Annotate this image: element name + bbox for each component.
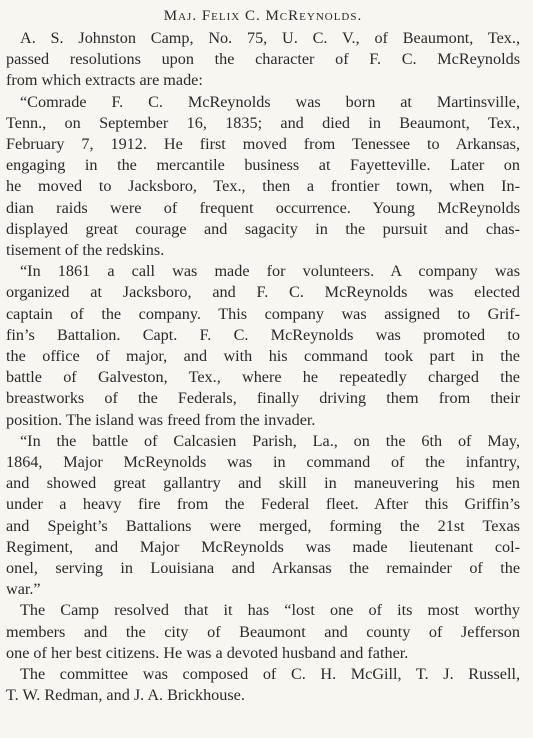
text-line: members and the city of Beaumont and county of Jefferson: [6, 622, 520, 641]
article-title: Maj. Felix C. McReynolds.: [163, 8, 363, 24]
text-line: passed resolutions upon the character of F. C. McReynolds: [6, 50, 520, 69]
document-page: [6, 6, 520, 707]
text-line: dian raids were of frequent occurrence. Young McReynolds: [6, 198, 520, 217]
text-line: displayed great courage and sagacity in the pursuit and chas-: [6, 219, 520, 238]
text-line: breastworks of the Federals, finally driving them from their: [6, 389, 520, 408]
text-line: under a heavy fire from the Federal fleet. After this Griffin’s: [6, 495, 520, 514]
text-line: one of her best citizens. He was a devoted husband and father.: [6, 643, 409, 662]
text-line: organized at Jacksboro, and F. C. McReynolds was elected: [6, 283, 520, 302]
text-line: and Speight’s Battalions were merged, forming the 21st Texas: [6, 516, 520, 535]
text-line: “In 1861 a call was made for volunteers. A company was: [20, 262, 520, 281]
text-line: onel, serving in Louisiana and Arkansas the remainder of the: [6, 559, 520, 578]
text-line: and showed great gallantry and skill in maneuvering his men: [6, 474, 520, 493]
text-line: Regiment, and Major McReynolds was made lieutenant col-: [6, 537, 520, 556]
text-line: T. W. Redman, and J. A. Brickhouse.: [6, 686, 245, 705]
text-line: Tenn., on September 16, 1835; and died in Beaumont, Tex.,: [6, 113, 520, 132]
text-line: The committee was composed of C. H. McGill, T. J. Russell,: [20, 665, 520, 684]
paragraph: [6, 664, 520, 706]
text-line: tisement of the redskins.: [6, 241, 165, 260]
text-line: fin’s Battalion. Capt. F. C. McReynolds was promoted to: [6, 325, 520, 344]
text-line: “In the battle of Calcasien Parish, La., on the 6th of May,: [20, 431, 520, 450]
text-line: “Comrade F. C. McReynolds was born at Martinsville,: [20, 92, 520, 111]
paragraph: [6, 261, 520, 431]
paragraph: [6, 92, 520, 262]
text-line: The Camp resolved that it has “lost one of its most worthy: [20, 601, 520, 620]
article-body: [6, 28, 520, 707]
paragraph: [6, 28, 520, 92]
text-line: captain of the company. This company was assigned to Grif-: [6, 304, 520, 323]
paragraph: [6, 431, 520, 601]
text-line: 1864, Major McReynolds was in command of the infantry,: [6, 453, 520, 472]
text-line: the office of major, and with his command took part in the: [6, 347, 520, 366]
text-line: war.”: [6, 580, 41, 599]
text-line: from which extracts are made:: [6, 71, 203, 90]
text-line: he moved to Jacksboro, Tex., then a frontier town, when In-: [6, 177, 520, 196]
text-line: A. S. Johnston Camp, No. 75, U. C. V., of Beaumont, Tex.,: [20, 29, 520, 47]
text-line: engaging in the mercantile business at Fayetteville. Later on: [6, 156, 520, 175]
text-line: battle of Galveston, Tex., where he repeatedly charged the: [6, 368, 520, 387]
text-line: position. The island was freed from the invader.: [6, 410, 316, 429]
paragraph: [6, 600, 520, 664]
text-line: February 7, 1912. He first moved from Tenessee to Arkansas,: [6, 135, 520, 154]
